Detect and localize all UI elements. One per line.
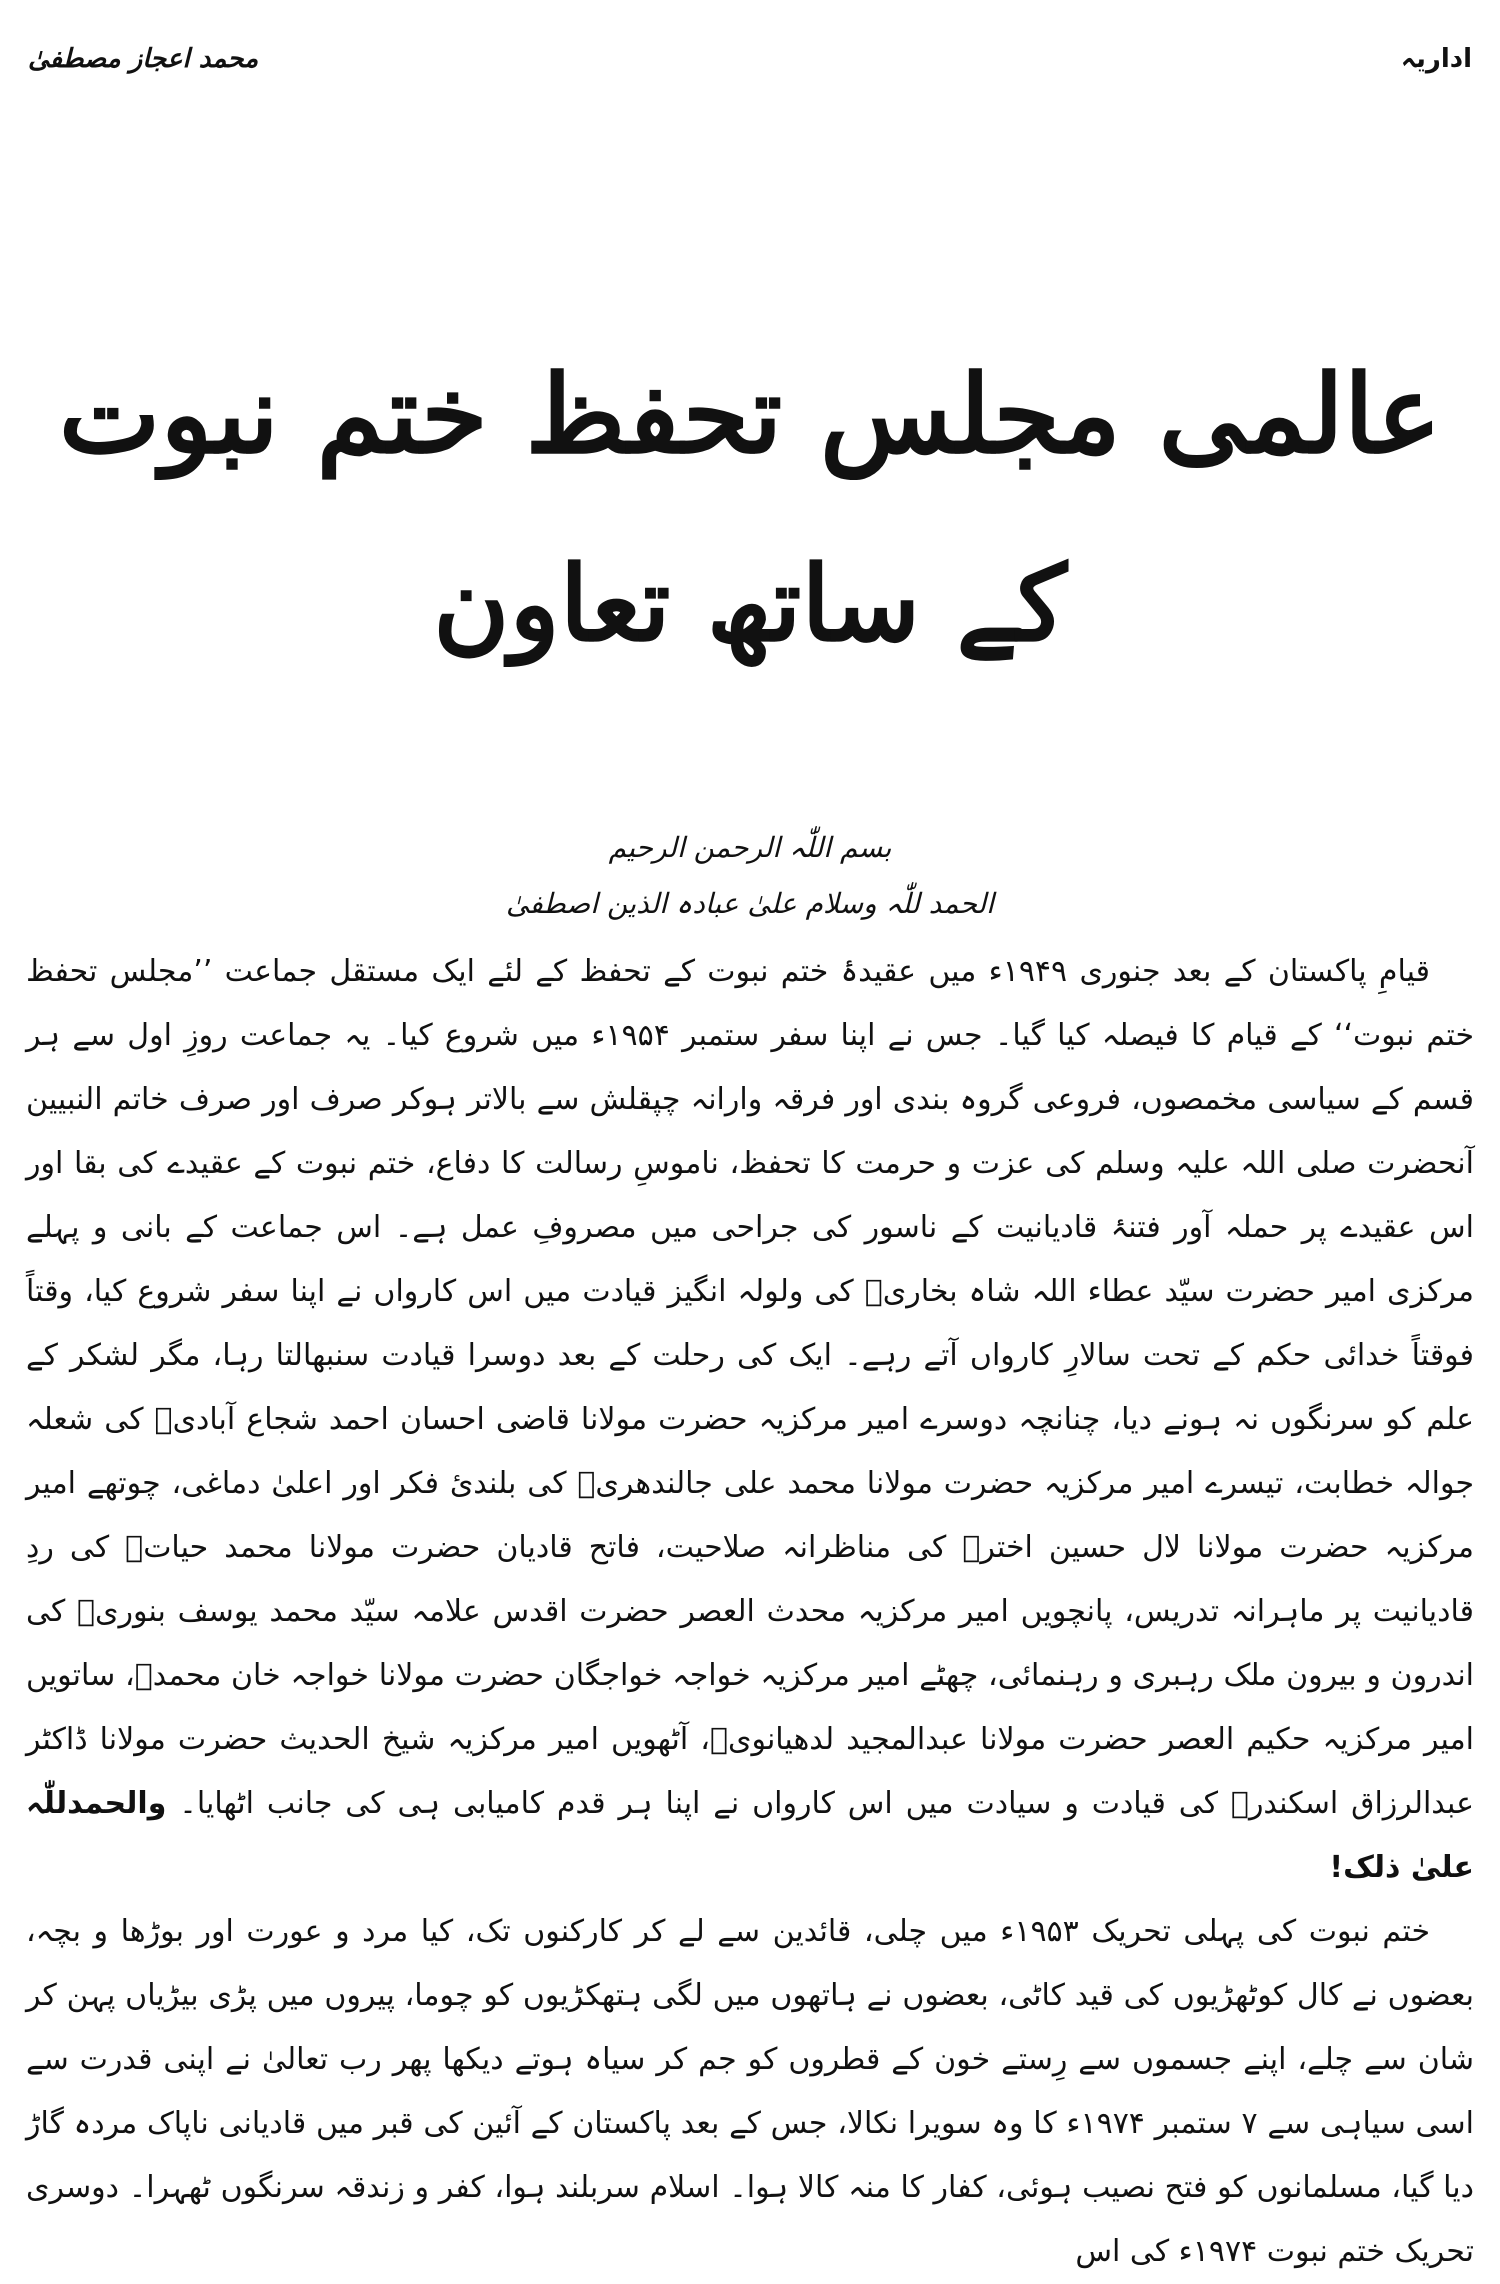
paragraph-2: ختم نبوت کی پہلی تحریک ۱۹۵۳ء میں چلی، قائدین سے لے کر کارکنوں تک، کیا مرد و عورت اور بوڑھا و بچہ، بعضوں نے کال کوٹھڑیوں کی قید کاٹی، بعضوں نے ہاتھوں میں لگی ہتھکڑیوں کو چوما، پیروں میں پڑی بیڑیاں پہن کر شان سے چلے، اپنے جسموں سے رِستے خون کے قطروں کو جم کر سیاہ ہوتے دیکھا پھر رب تعالیٰ نے اپنی قدرت سے اسی سیاہی سے ۷ ستمبر ۱۹۷۴ء کا وہ سویرا نکالا، جس کے بعد پاکستان کے آئین کی قبر میں قادیانی ناپاک مردہ گاڑ دیا گیا، مسلمانوں کو فتح نصیب ہوئی، کفار کا منہ کالا ہوا۔ اسلام سربلند ہوا، کفر و زندقہ سرنگوں ٹھہرا۔ دوسری تحریک ختم نبوت ۱۹۷۴ء کی اس	[26, 1914, 1475, 2269]
title-line-2: کے ساتھ تعاون	[433, 542, 1067, 666]
author-name: محمد اعجاز مصطفیٰ	[28, 44, 259, 74]
bismillah: بسم اللّٰہ الرحمن الرحیم	[608, 831, 892, 864]
article-body	[26, 940, 1474, 2284]
article-title	[0, 340, 1500, 677]
hamd: الحمد للّٰہ وسلام علیٰ عبادہ الذین اصطفیٰ	[506, 887, 994, 920]
section-label: اداریہ	[1400, 44, 1472, 74]
invocations	[0, 820, 1500, 932]
paragraph-1-closing: والحمدللّٰہ علیٰ ذلک!	[26, 1786, 1474, 1885]
paragraph-1-text: قیامِ پاکستان کے بعد جنوری ۱۹۴۹ء میں عقیدۂ ختم نبوت کے تحفظ کے لئے ایک مستقل جماعت ’’مجلس تحفظ ختم نبوت‘‘ کے قیام کا فیصلہ کیا گیا۔ جس نے اپنا سفر ستمبر ۱۹۵۴ء میں شروع کیا۔ یہ جماعت روزِ اول سے ہر قسم کے سیاسی مخمصوں، فروعی گروہ بندی اور فرقہ وارانہ چپقلش سے بالاتر ہوکر صرف اور صرف خاتم النبیین آنحضرت صلی اللہ علیہ وسلم کی عزت و حرمت کا تحفظ، ناموسِ رسالت کا دفاع، ختم نبوت کے عقیدے کی بقا اور اس عقیدے پر حملہ آور فتنۂ قادیانیت کے ناسور کی جراحی میں مصروفِ عمل ہے۔ اس جماعت کے بانی و پہلے مرکزی امیر حضرت سیّد عطاء اللہ شاہ بخاریؒ کی ولولہ انگیز قیادت میں اس کارواں نے اپنا سفر شروع کیا، وقتاً فوقتاً خدائی حکم کے تحت سالارِ کارواں آتے رہے۔ ایک کی رحلت کے بعد دوسرا قیادت سنبھالتا رہا، مگر لشکر کے علم کو سرنگوں نہ ہونے دیا، چنانچہ دوسرے امیر مرکزیہ حضرت مولانا قاضی احسان احمد شجاع آبادیؒ کی شعلہ جوالہ خطابت، تیسرے امیر مرکزیہ حضرت مولانا محمد علی جالندھریؒ کی بلندیٔ فکر اور اعلیٰ دماغی، چوتھے امیر مرکزیہ حضرت مولانا لال حسین اخترؒ کی مناظرانہ صلاحیت، فاتح قادیان حضرت مولانا محمد حیاتؒ کی ردِ قادیانیت پر ماہرانہ تدریس، پانچویں امیر مرکزیہ محدث العصر حضرت اقدس علامہ سیّد محمد یوسف بنوریؒ کی اندرون و بیرون ملک رہبری و رہنمائی، چھٹے امیر مرکزیہ خواجہ خواجگان حضرت مولانا خواجہ خان محمدؒ، ساتویں امیر مرکزیہ حکیم العصر حضرت مولانا عبدالمجید لدھیانویؒ، آٹھویں امیر مرکزیہ شیخ الحدیث حضرت مولانا ڈاکٹر عبدالرزاق اسکندرؒ کی قیادت و سیادت میں اس کارواں نے اپنا ہر قدم کامیابی ہی کی جانب اٹھایا۔	[26, 954, 1474, 1821]
paragraph-1	[26, 940, 1474, 1900]
title-line-1: عالمی مجلس تحفظ ختم نبوت	[58, 352, 1442, 478]
